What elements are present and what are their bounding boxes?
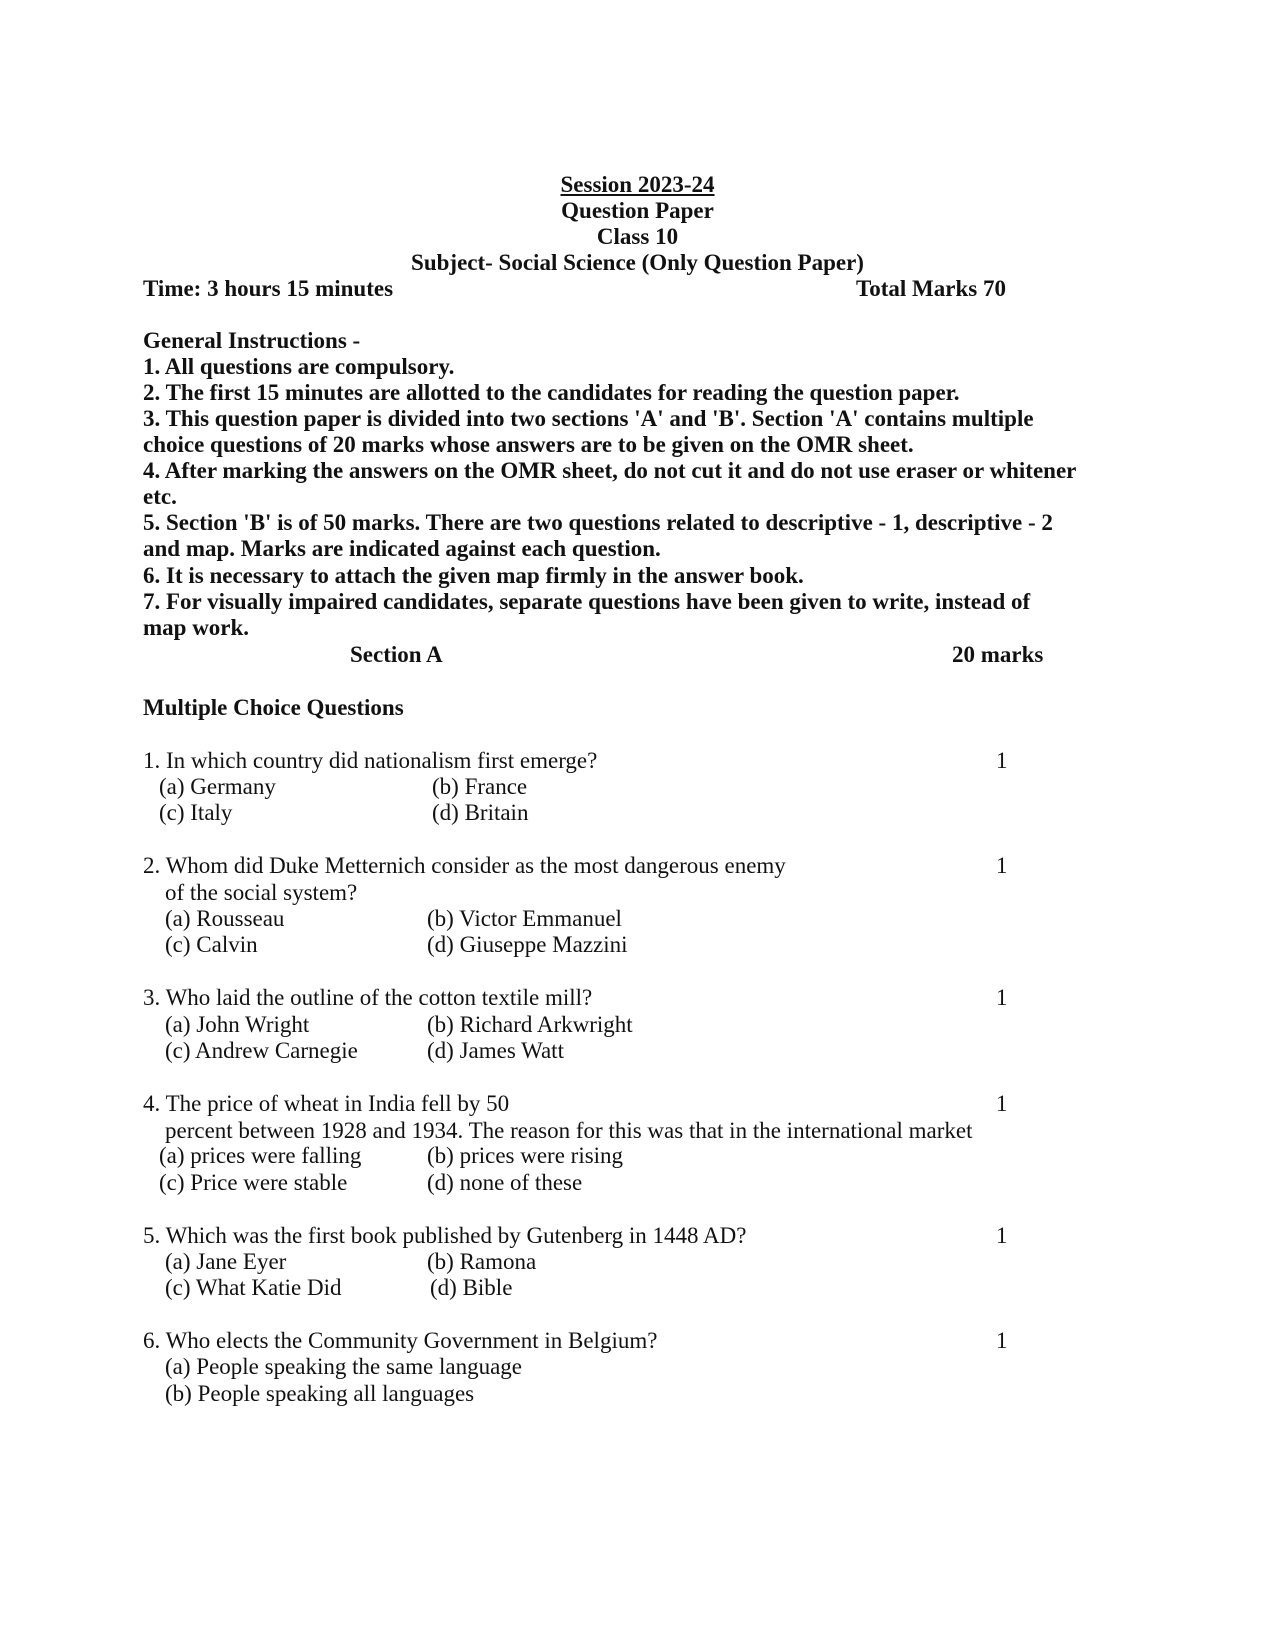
question-text: 5. Which was the first book published by Gutenberg in 1448 AD? [143, 1223, 747, 1248]
option-d: (d) Britain [432, 800, 529, 825]
option-c: (c) Price were stable [159, 1170, 348, 1195]
question-marks: 1 [996, 748, 1008, 773]
option-b: (b) People speaking all languages [165, 1381, 475, 1406]
instruction-line: 6. It is necessary to attach the given map firmly in the answer book. [143, 563, 804, 588]
instruction-line: etc. [143, 484, 177, 509]
total-marks-label: Total Marks 70 [856, 276, 1006, 301]
option-c: (c) What Katie Did [165, 1275, 342, 1300]
question-text: 4. The price of wheat in India fell by 50 [143, 1091, 510, 1116]
question-marks: 1 [996, 1328, 1008, 1353]
question-marks: 1 [996, 853, 1008, 878]
option-b: (b) France [432, 774, 528, 799]
section-subtitle: Multiple Choice Questions [143, 695, 404, 720]
instruction-line: 7. For visually impaired candidates, separate questions have been given to write, instead of [143, 589, 1031, 614]
option-d: (d) Bible [430, 1275, 513, 1300]
option-d: (d) none of these [427, 1170, 583, 1195]
question-text: 1. In which country did nationalism first emerge? [143, 748, 598, 773]
option-c: (c) Andrew Carnegie [165, 1038, 358, 1063]
option-b: (b) Ramona [427, 1249, 537, 1274]
instruction-line: map work. [143, 615, 250, 640]
instruction-line: choice questions of 20 marks whose answers are to be given on the OMR sheet. [143, 432, 914, 457]
instructions-title: General Instructions - [143, 328, 361, 353]
session-title: Session 2023-24 [560, 172, 715, 197]
question-marks: 1 [996, 985, 1008, 1010]
option-c: (c) Calvin [165, 932, 258, 957]
question-text-continued: of the social system? [165, 880, 358, 905]
question-text: 2. Whom did Duke Metternich consider as the most dangerous enemy [143, 853, 786, 878]
section-name: Section A [350, 642, 443, 667]
question-marks: 1 [996, 1091, 1008, 1116]
option-b: (b) Victor Emmanuel [427, 906, 622, 931]
option-a: (a) prices were falling [159, 1143, 362, 1168]
instruction-line: and map. Marks are indicated against each question. [143, 536, 661, 561]
instruction-line: 5. Section 'B' is of 50 marks. There are two questions related to descriptive - 1, descriptive - 2 [143, 510, 1053, 535]
section-marks: 20 marks [952, 642, 1044, 667]
option-d: (d) Giuseppe Mazzini [427, 932, 628, 957]
paper-title: Question Paper [561, 198, 714, 223]
question-marks: 1 [996, 1223, 1008, 1248]
option-b: (b) prices were rising [427, 1143, 624, 1168]
instruction-line: 3. This question paper is divided into two sections 'A' and 'B'. Section 'A' contains multiple [143, 406, 1034, 431]
time-label: Time: 3 hours 15 minutes [143, 276, 394, 301]
option-a: (a) Germany [159, 774, 276, 799]
option-a: (a) People speaking the same language [165, 1354, 523, 1379]
option-d: (d) James Watt [427, 1038, 564, 1063]
question-text: 3. Who laid the outline of the cotton textile mill? [143, 985, 593, 1010]
instruction-line: 1. All questions are compulsory. [143, 354, 455, 379]
instruction-line: 4. After marking the answers on the OMR sheet, do not cut it and do not use eraser or whitener [143, 458, 1077, 483]
class-title: Class 10 [596, 224, 679, 249]
question-text-continued: percent between 1928 and 1934. The reason for this was that in the international market [165, 1118, 973, 1143]
option-a: (a) Jane Eyer [165, 1249, 287, 1274]
instruction-line: 2. The first 15 minutes are allotted to the candidates for reading the question paper. [143, 380, 960, 405]
option-b: (b) Richard Arkwright [427, 1012, 633, 1037]
subject-title: Subject- Social Science (Only Question Paper) [411, 250, 864, 275]
option-a: (a) Rousseau [165, 906, 285, 931]
option-c: (c) Italy [159, 800, 233, 825]
question-text: 6. Who elects the Community Government in Belgium? [143, 1328, 658, 1353]
option-a: (a) John Wright [165, 1012, 310, 1037]
